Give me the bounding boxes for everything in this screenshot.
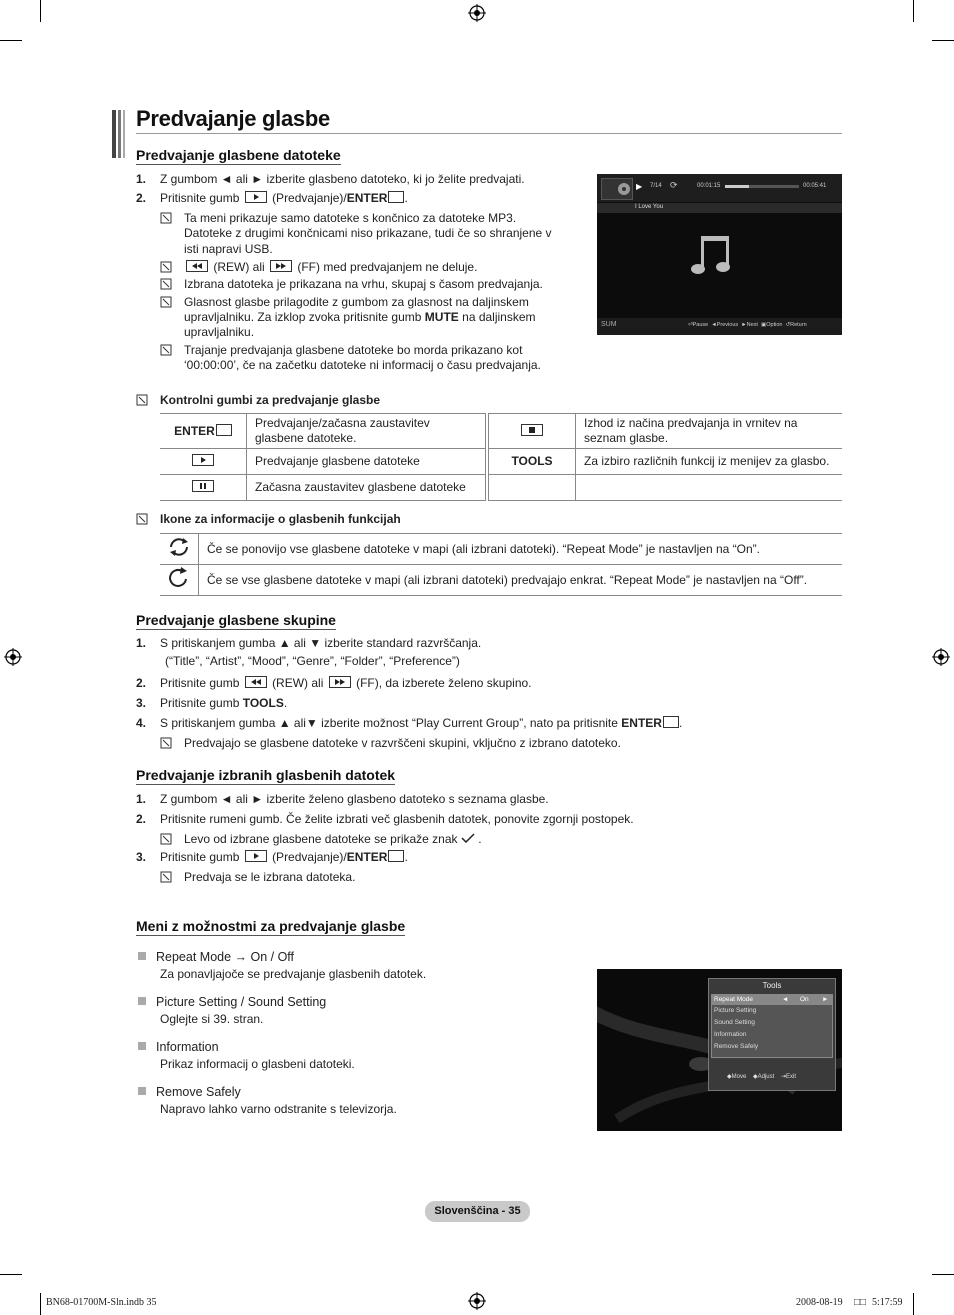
repeat-all-icon bbox=[167, 536, 191, 558]
note-text: Izbrana datoteka je prikazana na vrhu, skupaj s časom predvajanja. bbox=[184, 277, 543, 291]
tools-title: Tools bbox=[762, 981, 782, 990]
icon-cell bbox=[160, 534, 199, 565]
section-heading-play-file: Predvajanje glasbene datoteke bbox=[136, 147, 341, 163]
note-text: Ta meni prikazuje samo datoteke s končnico za datoteke MP3. bbox=[184, 211, 517, 225]
option-desc: Za ponavljajoče se predvajanje glasbenih datotek. bbox=[160, 967, 427, 981]
note-icon bbox=[160, 261, 172, 273]
step-number: 2. bbox=[136, 812, 147, 826]
up-down-icon: ◆ bbox=[727, 1074, 732, 1080]
note-icon bbox=[136, 394, 148, 406]
step-text: S pritiskanjem gumba ▲ ali▼ izberite možnost “Play Current Group”, nato pa pritisnite ENTER . bbox=[160, 716, 683, 730]
music-note-icon bbox=[689, 232, 733, 278]
step-number: 2. bbox=[136, 191, 147, 205]
tools-item-remove-safely[interactable]: Remove Safely bbox=[714, 1043, 759, 1050]
note-text: Predvajajo se glasbene datoteke v razvrščeni skupini, vključno z izbrano datoteko. bbox=[184, 736, 621, 750]
elapsed-time: 00:01:15 bbox=[697, 183, 721, 189]
repeat-value: On bbox=[800, 996, 809, 1003]
table-caption: Ikone za informacije o glasbenih funkcijah bbox=[160, 512, 401, 526]
option-item: Picture Setting / Sound Setting bbox=[138, 995, 326, 1010]
repeat-once-icon bbox=[167, 567, 191, 589]
song-bar bbox=[597, 203, 842, 213]
note-text: upravljalniku. Za izklop zvoka pritisnite gumb MUTE na daljinskem bbox=[184, 310, 536, 324]
progress-bar bbox=[725, 185, 799, 188]
crop-mark bbox=[932, 40, 954, 41]
enter-icon bbox=[663, 716, 679, 728]
sum-label: SUM bbox=[601, 321, 617, 328]
option-desc: Napravo lahko varno odstranite s televizorja. bbox=[160, 1102, 397, 1116]
icons-table bbox=[160, 533, 842, 596]
note-text: isti napravi USB. bbox=[184, 242, 273, 256]
bullet-icon bbox=[138, 997, 146, 1005]
note-icon bbox=[160, 344, 172, 356]
play-state-icon: ▶ bbox=[636, 182, 643, 191]
icon-desc-cell: Če se vse glasbene datoteke v mapi (ali izbrani datoteki) predvajajo enkrat. “Repeat Mode” je nastavljen na “Off”. bbox=[199, 565, 843, 596]
note-text: upravljalniku. bbox=[184, 325, 255, 339]
icon-desc-cell: Če se ponovijo vse glasbene datoteke v mapi (ali izbrani datoteki). “Repeat Mode” je nastavljen na “On”. bbox=[199, 534, 843, 565]
left-right-icon: ◆ bbox=[752, 1074, 758, 1080]
play-key-icon bbox=[245, 191, 267, 203]
enter-icon bbox=[388, 850, 404, 862]
registration-mark-icon bbox=[932, 648, 950, 666]
step-text: Pritisnite gumb (Predvajanje)/ENTER . bbox=[160, 850, 408, 864]
step-text: S pritiskanjem gumba ▲ ali ▼ izberite standard razvrščanja. bbox=[160, 636, 482, 650]
note-icon bbox=[160, 212, 172, 224]
option-item: Remove Safely bbox=[138, 1085, 241, 1100]
step-text: Pritisnite gumb (REW) ali (FF), da izberete želeno skupino. bbox=[160, 676, 532, 690]
print-date: 2008-08-19 bbox=[796, 1297, 843, 1308]
key-cell bbox=[487, 475, 576, 501]
crop-mark bbox=[913, 1293, 914, 1315]
bullet-icon bbox=[138, 1042, 146, 1050]
key-cell bbox=[160, 475, 247, 501]
step-text: Z gumbom ◄ ali ► izberite želeno glasbeno datoteko s seznama glasbe. bbox=[160, 792, 549, 806]
crop-mark bbox=[0, 40, 22, 41]
desc-cell: Izhod iz načina predvajanja in vrnitev na seznam glasbe. bbox=[576, 414, 843, 449]
left-arrow-icon: ◄ bbox=[711, 322, 717, 328]
tools-footer-legend: ◆Move ◆Adjust ⇥Exit bbox=[727, 1074, 796, 1080]
step-number: 1. bbox=[136, 172, 147, 186]
note-text: Levo od izbrane glasbene datoteke se prikaže znak . bbox=[184, 832, 482, 846]
left-arrow-icon: ◄ bbox=[782, 996, 789, 1003]
note-icon bbox=[160, 278, 172, 290]
print-placeholder-glyphs: □□ bbox=[854, 1297, 867, 1308]
crop-mark bbox=[932, 1274, 954, 1275]
tools-list bbox=[711, 994, 833, 1058]
crop-mark bbox=[40, 1293, 41, 1315]
rew-key-icon bbox=[186, 260, 208, 272]
tools-item-picture-setting[interactable]: Picture Setting bbox=[714, 1007, 757, 1014]
crop-mark bbox=[913, 0, 914, 22]
section-heading-play-selected: Predvajanje izbranih glasbenih datotek bbox=[136, 767, 396, 783]
registration-mark-icon bbox=[4, 648, 22, 666]
album-thumbnail bbox=[601, 178, 633, 200]
note-icon bbox=[136, 513, 148, 525]
enter-icon bbox=[216, 424, 232, 436]
note-text: Trajanje predvajanja glasbene datoteke bo morda prikazano kot bbox=[184, 343, 523, 357]
desc-cell: Začasna zaustavitev glasbene datoteke bbox=[247, 475, 488, 501]
key-cell: TOOLS bbox=[487, 449, 576, 475]
option-desc: Prikaz informacij o glasbeni datoteki. bbox=[160, 1057, 355, 1071]
repeat-icon: ⟳ bbox=[670, 180, 678, 190]
table-row bbox=[160, 475, 842, 501]
tools-panel bbox=[708, 978, 836, 1091]
note-text: Datoteke z drugimi končnicami niso prikazane, tudi če so shranjene v bbox=[184, 226, 552, 240]
note-text: (REW) ali (FF) med predvajanjem ne deluje. bbox=[184, 260, 477, 275]
play-key-icon bbox=[245, 850, 267, 862]
step-number: 1. bbox=[136, 792, 147, 806]
total-time: 00:05:41 bbox=[803, 183, 827, 189]
bullet-icon bbox=[138, 952, 146, 960]
registration-mark-icon bbox=[468, 1292, 486, 1310]
page-title: Predvajanje glasbe bbox=[136, 106, 330, 131]
step-text: Z gumbom ◄ ali ► izberite glasbeno datoteko, ki jo želite predvajati. bbox=[160, 172, 525, 186]
table-row bbox=[160, 534, 842, 565]
section-heading-play-group: Predvajanje glasbene skupine bbox=[136, 612, 336, 628]
tools-icon: ▣ bbox=[761, 322, 767, 328]
note-text: ‘00:00:00’, če na začetku datoteke ni informacij o času predvajanja. bbox=[184, 358, 541, 372]
step-text: Pritisnite rumeni gumb. Če želite izbrati več glasbenih datotek, ponovite zgornji postopek. bbox=[160, 812, 634, 826]
ff-key-icon bbox=[329, 676, 351, 688]
music-player-screen bbox=[597, 174, 842, 335]
rew-key-icon bbox=[245, 676, 267, 688]
step-number: 4. bbox=[136, 716, 147, 730]
desc-cell: Predvajanje/začasna zaustavitev glasbene datoteke. bbox=[247, 414, 488, 449]
file-name: BN68-01700M-Sln.indb 35 bbox=[46, 1297, 157, 1308]
note-icon bbox=[160, 737, 172, 749]
step-number: 3. bbox=[136, 696, 147, 710]
title-rule bbox=[136, 133, 842, 134]
tools-item-repeat-mode[interactable]: Repeat Mode ◄ On ► bbox=[712, 995, 832, 1005]
page-number-badge: Slovenščina - 35 bbox=[425, 1201, 530, 1222]
step-text: Pritisnite gumb (Predvajanje)/ENTER . bbox=[160, 191, 408, 205]
step-number: 3. bbox=[136, 850, 147, 864]
step-text: Pritisnite gumb TOOLS. bbox=[160, 696, 288, 710]
tools-menu-screen bbox=[597, 969, 842, 1131]
table-row bbox=[160, 449, 842, 475]
controls-table bbox=[160, 413, 842, 501]
song-title: I Love You bbox=[635, 204, 664, 210]
tools-item-information[interactable]: Information bbox=[714, 1031, 747, 1038]
key-cell bbox=[160, 449, 247, 475]
enter-icon bbox=[388, 191, 404, 203]
note-icon bbox=[160, 871, 172, 883]
crop-mark bbox=[40, 0, 41, 22]
note-icon bbox=[160, 833, 172, 845]
step-number: 1. bbox=[136, 636, 147, 650]
step-number: 2. bbox=[136, 676, 147, 690]
right-arrow-icon: ► bbox=[741, 322, 747, 328]
print-time: 5:17:59 bbox=[872, 1297, 903, 1308]
desc-cell: Predvajanje glasbene datoteke bbox=[247, 449, 488, 475]
option-desc: Oglejte si 39. stran. bbox=[160, 1012, 264, 1026]
table-row bbox=[160, 565, 842, 596]
option-item: Repeat Mode → On / Off bbox=[138, 950, 294, 965]
ff-key-icon bbox=[270, 260, 292, 272]
bullet-icon bbox=[138, 1087, 146, 1095]
crop-mark bbox=[0, 1274, 22, 1275]
stop-key-icon bbox=[521, 424, 543, 436]
player-controls-legend: ⏎Pause ◄Previous ►Next ▣Option ↺Return bbox=[688, 322, 807, 328]
section-heading-options-menu: Meni z možnostmi za predvajanje glasbe bbox=[136, 918, 406, 934]
table-caption: Kontrolni gumbi za predvajanje glasbe bbox=[160, 393, 381, 407]
exit-icon: ⇥ bbox=[780, 1074, 786, 1080]
registration-mark-icon bbox=[468, 4, 486, 22]
tools-item-sound-setting[interactable]: Sound Setting bbox=[714, 1019, 755, 1026]
return-icon: ↺ bbox=[785, 322, 791, 328]
option-item: Information bbox=[138, 1040, 219, 1055]
table-row bbox=[160, 414, 842, 449]
icon-cell bbox=[160, 565, 199, 596]
checkmark-icon bbox=[461, 833, 475, 843]
note-text: Predvaja se le izbrana datoteka. bbox=[184, 870, 356, 884]
note-icon bbox=[160, 296, 172, 308]
step-text: (“Title”, “Artist”, “Mood”, “Genre”, “Folder”, “Preference”) bbox=[165, 654, 460, 668]
play-key-icon bbox=[192, 454, 214, 466]
pause-key-icon bbox=[192, 480, 214, 492]
desc-cell bbox=[576, 475, 843, 501]
enter-icon: ⏎ bbox=[688, 322, 693, 328]
note-text: Glasnost glasbe prilagodite z gumbom za glasnost na daljinskem bbox=[184, 295, 529, 309]
desc-cell: Za izbiro različnih funkcij iz menijev za glasbo. bbox=[576, 449, 843, 475]
key-cell bbox=[487, 414, 576, 449]
track-counter: 7/14 bbox=[650, 183, 662, 189]
right-arrow-icon: ► bbox=[822, 996, 829, 1003]
key-cell: ENTER bbox=[160, 414, 247, 449]
